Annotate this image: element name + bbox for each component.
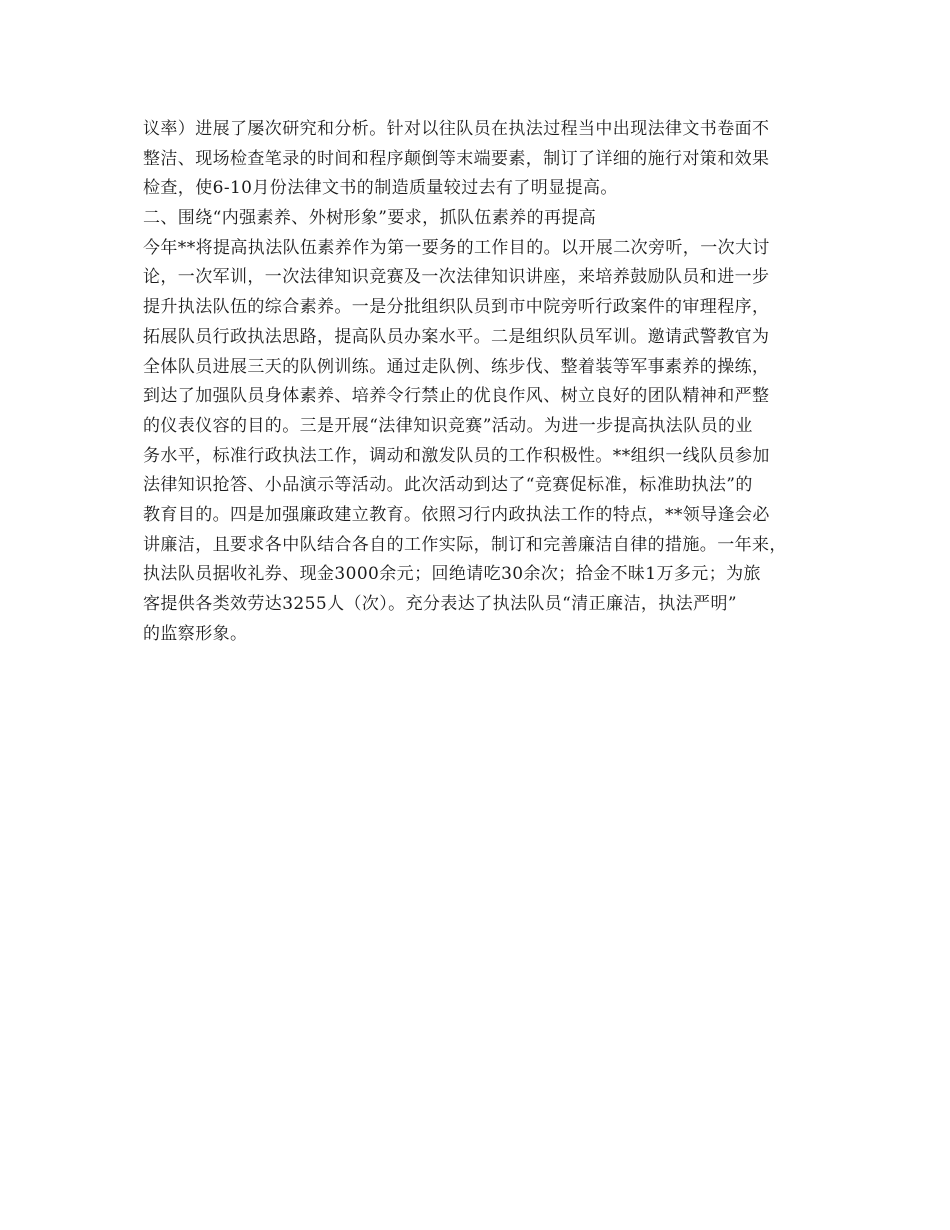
text-line: 提升执法队伍的综合素养。一是分批组织队员到市中院旁听行政案件的审理程序，	[143, 297, 770, 318]
paragraph-1	[143, 115, 823, 204]
section-heading: 二、围绕“内强素养、外树形象”要求，抓队伍素养的再提高	[143, 208, 597, 229]
document-body	[143, 115, 823, 649]
text-line: 检查，使6-10月份法律文书的制造质量较过去有了明显提高。	[143, 178, 618, 199]
text-line: 到达了加强队员身体素养、培养令行禁止的优良作风、树立良好的团队精神和严整	[143, 386, 770, 407]
text-line: 执法队员据收礼券、现金3000余元；回绝请吃30余次；拾金不昧1万多元；为旅	[143, 564, 761, 585]
paragraph-2	[143, 234, 823, 650]
text-line: 法律知识抢答、小品演示等活动。此次活动到达了“竞赛促标准，标准助执法”的	[143, 475, 753, 496]
text-line: 讲廉洁，且要求各中队结合各自的工作实际，制订和完善廉洁自律的措施。一年来，	[143, 534, 787, 555]
text-line: 今年**将提高执法队伍素养作为第一要务的工作目的。以开展二次旁听，一次大讨	[143, 237, 770, 258]
text-line: 议率）进展了屡次研究和分析。针对以往队员在执法过程当中出现法律文书卷面不	[143, 119, 770, 139]
text-line: 拓展队员行政执法思路，提高队员办案水平。二是组织队员军训。邀请武警教官为	[143, 326, 770, 347]
text-line: 整洁、现场检查笔录的时间和程序颠倒等末端要素，制订了详细的施行对策和效果	[143, 148, 770, 169]
text-line: 客提供各类效劳达3255人（次）。充分表达了执法队员“清正廉洁，执法严明”	[143, 594, 737, 614]
text-line: 务水平，标准行政执法工作，调动和激发队员的工作积极性。**组织一线队员参加	[143, 445, 770, 466]
text-line: 论，一次军训，一次法律知识竞赛及一次法律知识讲座，来培养鼓励队员和进一步	[143, 267, 770, 288]
text-line: 的仪表仪容的目的。三是开展“法律知识竞赛”活动。为进一步提高执法队员的业	[143, 415, 753, 436]
text-line: 的监察形象。	[143, 623, 248, 644]
text-line: 全体队员进展三天的队例训练。通过走队例、练步伐、整着装等军事素养的操练，	[143, 356, 770, 377]
text-line: 教育目的。四是加强廉政建立教育。依照习行内政执法工作的特点，**领导逢会必	[143, 504, 770, 525]
